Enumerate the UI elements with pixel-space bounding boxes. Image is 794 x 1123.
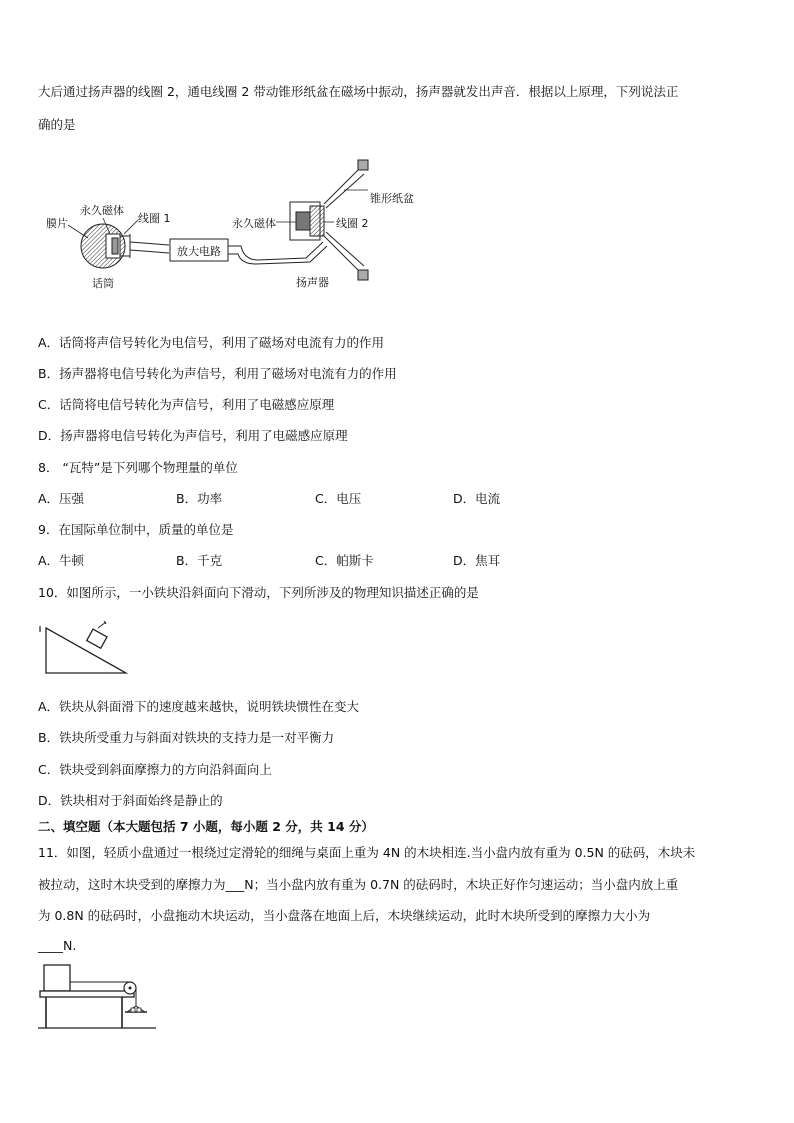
q10-stem: 10．如图所示，一小铁块沿斜面向下滑动，下列所涉及的物理知识描述正确的是 xyxy=(38,585,479,600)
q7-option-a: A．话筒将声信号转化为电信号，利用了磁场对电流有力的作用 xyxy=(38,335,385,350)
q7-option-c: C．话筒将电信号转化为声信号，利用了电磁感应原理 xyxy=(38,397,335,412)
label-magnet-2: 永久磁体 xyxy=(232,217,276,230)
label-microphone: 话筒 xyxy=(92,277,114,290)
q11-line-2: 被拉动，这时木块受到的摩擦力为___N；当小盘内放有重为 0.7N 的砝码时，木块正好作匀速运动；当小盘内放上重 xyxy=(38,877,679,892)
intro-line-2: 确的是 xyxy=(38,117,76,132)
label-cone: 锥形纸盆 xyxy=(370,192,414,205)
q8-option-a: A．压强 xyxy=(38,491,85,506)
q9-option-d: D．焦耳 xyxy=(453,553,501,568)
q8-options xyxy=(0,489,794,509)
incline-svg xyxy=(38,618,138,680)
q10-option-a: A．铁块从斜面滑下的速度越来越快，说明铁块惯性在变大 xyxy=(38,699,360,714)
q9-stem: 9．在国际单位制中，质量的单位是 xyxy=(38,522,234,537)
section-2-heading: 二、填空题（本大题包括 7 小题，每小题 2 分，共 14 分） xyxy=(38,819,374,834)
pulley-table-diagram xyxy=(38,960,158,1035)
label-diaphragm: 膜片 xyxy=(46,217,68,230)
label-amplifier: 放大电路 xyxy=(177,245,221,258)
q8-option-b: B．功率 xyxy=(176,491,223,506)
q10-option-c: C．铁块受到斜面摩擦力的方向沿斜面向上 xyxy=(38,762,272,777)
q10-option-b: B．铁块所受重力与斜面对铁块的支持力是一对平衡力 xyxy=(38,730,335,745)
label-coil-1: 线圈 1 xyxy=(138,212,171,225)
label-coil-2: 线圈 2 xyxy=(336,217,369,230)
intro-line-1: 大后通过扬声器的线圈 2，通电线圈 2 带动锥形纸盆在磁场中振动，扬声器就发出声音．根据以上原理，下列说法正 xyxy=(38,84,679,99)
pulley-table-svg xyxy=(38,960,158,1035)
wood-block xyxy=(44,965,70,991)
label-speaker: 扬声器 xyxy=(296,276,329,289)
q7-option-d: D．扬声器将电信号转化为声信号，利用了电磁感应原理 xyxy=(38,428,348,443)
q9-option-b: B．千克 xyxy=(176,553,223,568)
q11-line-3: 为 0.8N 的砝码时，小盘拖动木块运动，当小盘落在地面上后，木块继续运动，此时木块所受到的摩擦力大小为 xyxy=(38,908,651,923)
incline-diagram xyxy=(38,618,138,680)
incline-slope xyxy=(46,628,126,673)
q7-option-b: B．扬声器将电信号转化为声信号，利用了磁场对电流有力的作用 xyxy=(38,366,397,381)
label-magnet-1: 永久磁体 xyxy=(80,204,124,217)
q8-stem: 8． “瓦特”是下列哪个物理量的单位 xyxy=(38,460,238,475)
iron-block xyxy=(87,629,107,648)
microphone-speaker-diagram xyxy=(38,150,418,300)
q11-line-1: 11．如图，轻质小盘通过一根绕过定滑轮的细绳与桌面上重为 4N 的木块相连.当小盘内放有重为 0.5N 的砝码，木块未 xyxy=(38,845,696,860)
q9-option-a: A．牛顿 xyxy=(38,553,85,568)
q8-option-d: D．电流 xyxy=(453,491,501,506)
q8-option-c: C．电压 xyxy=(315,491,362,506)
speaker-coil xyxy=(310,206,324,236)
q9-options xyxy=(0,551,794,571)
q11-line-4: ____N. xyxy=(38,938,77,953)
q9-option-c: C．帕斯卡 xyxy=(315,553,374,568)
q10-option-d: D．铁块相对于斜面始终是静止的 xyxy=(38,793,223,808)
table-top xyxy=(40,991,134,997)
